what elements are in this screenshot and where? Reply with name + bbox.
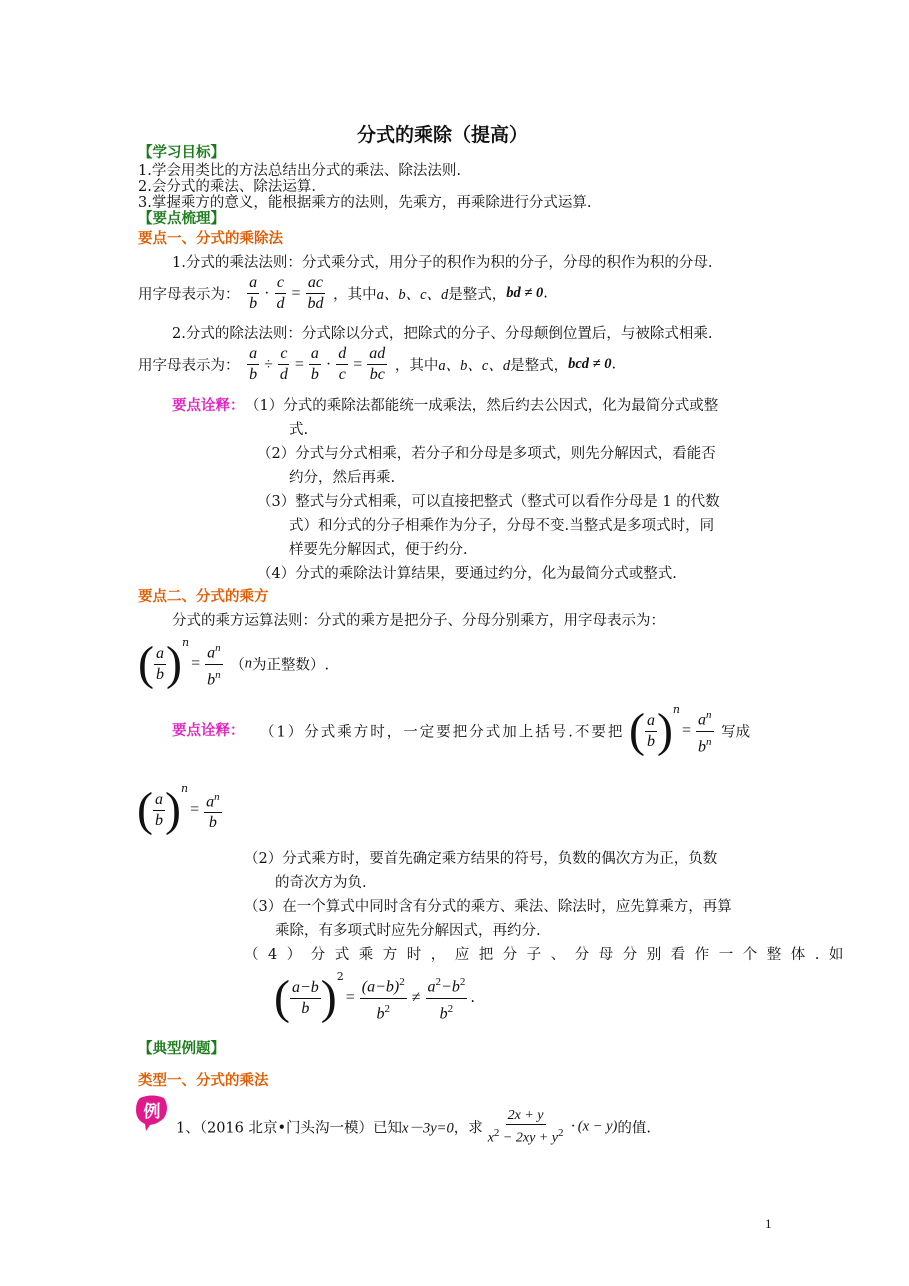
example-1-text: 1、（2016 北京•门头沟一模）已知: [176, 1120, 403, 1137]
formula-division: 用字母表示为： $\frac{a}{b}$ ÷ $\frac{c}{d}$ = $\frac{a}{b}$ · $\frac{d}{c}$ = $\frac{ad}{bc}$ ，其中a、b、c、d是整式，bcd ≠ 0.: [138, 345, 617, 383]
power-note-1: （1）分式乘方时，一定要把分式加上括号.不要把 ( $\frac{a}{b}$ )$^n$= $\frac{a^n}{b^n}$ 写成: [260, 703, 751, 757]
div-cond-a: ，其中: [394, 358, 439, 374]
note-text: 写成: [721, 724, 751, 741]
formula-example-power: ( $\frac{a-b}{b}$ )$^2$= $\frac{(a-b)^2}{b^2}$ ≠ $\frac{a^2-b^2}{b^2}$ .: [274, 970, 475, 1024]
note-line: 式.: [289, 422, 309, 438]
power-rule: 分式的乘方运算法则：分式的乘方是把分子、分母分别乘方，用字母表示为：: [172, 613, 665, 629]
note-line: （3）在一个算式中同时含有分式的乘方、乘法、除法时，应先算乘方，再算: [244, 899, 732, 915]
note-line: （1）分式的乘除法都能统一成乘法，然后约去公因式，化为最简分式或整: [245, 398, 719, 414]
note-line: 乘除，有多项式时应先分解因式，再约分.: [275, 923, 541, 939]
point2-notes-label: 要点诠释：: [172, 723, 245, 739]
note-line: （3）整式与分式相乘，可以直接把整式（整式可以看作分母是 1 的代数: [257, 494, 720, 510]
formula-multiplication: 用字母表示为： $\frac{a}{b}$ · $\frac{c}{d}$ = $\frac{ac}{bd}$ ，其中a、b、c、d是整式，bd ≠ 0.: [138, 274, 548, 312]
point1-heading: 要点一、分式的乘除法: [138, 231, 283, 247]
badge-text: 例: [143, 1102, 161, 1122]
note-line: （2）分式与分式相乘，若分子和分母是多项式，则先分解因式，看能否: [257, 446, 716, 462]
note-line: 式）和分式的分子相乘作为分子，分母不变.当整式是多项式时，同: [289, 518, 715, 534]
example-badge-icon: [134, 1094, 170, 1132]
rule-multiplication: 1.分式的乘法法则：分式乘分式，用分子的积作为积的分子，分母的积作为积的分母.: [172, 255, 713, 271]
power-cond: 为正整数）.: [251, 657, 330, 674]
div-cond-b: 是整式，: [510, 358, 569, 374]
formula-power: ( $\frac{a}{b}$ )$^n$= $\frac{a^n}{b^n}$ （n为正整数）.: [138, 636, 330, 690]
goal-item: 3.掌握乘方的意义，能根据乘方的法则，先乘方，再乘除进行分式运算.: [138, 195, 592, 211]
page-title: 分式的乘除（提高）: [357, 124, 529, 146]
example-1-text: 的值.: [617, 1120, 651, 1137]
note-line: （4）分式的乘除法计算结果，要通过约分，化为最简分式或整式.: [257, 566, 677, 582]
example-1: 1、（2016 北京•门头沟一模）已知x－3y=0，求 $\frac{2x + y}{x^2 - 2xy + y^2}$ · (x − y)的值.: [176, 1108, 651, 1146]
note-line: 约分，然后再乘.: [289, 470, 396, 486]
example-1-condition: x－3y=0: [402, 1120, 454, 1137]
note-line: 样要先分解因式，便于约分.: [289, 542, 468, 558]
note-line: （2）分式乘方时，要首先确定乘方结果的符号，负数的偶次方为正，负数: [244, 851, 718, 867]
mul-cond-vars: a、b、c、d: [376, 287, 449, 303]
section-points-heading: 【要点梳理】: [138, 211, 225, 227]
point2-heading: 要点二、分式的乘方: [138, 589, 269, 605]
mul-cond-expr: bd ≠ 0: [506, 285, 544, 301]
letters-label: 用字母表示为：: [138, 287, 240, 303]
section-examples-heading: 【典型例题】: [138, 1041, 225, 1057]
mul-cond-a: ，其中: [333, 287, 377, 303]
type1-heading: 类型一、分式的乘法: [138, 1073, 269, 1089]
formula-wrong-power: ( $\frac{a}{b}$ )$^n$= $\frac{a^n}{b}$: [137, 782, 220, 836]
note-line: （4）分式乘方时，应把分子、分母分别看作一个整体.如: [244, 947, 853, 963]
section-goals-heading: 【学习目标】: [138, 145, 225, 161]
page-number: 1: [765, 1216, 772, 1231]
div-cond-vars: a、b、c、d: [438, 358, 511, 374]
goal-item: 2.会分式的乘法、除法运算.: [138, 179, 316, 195]
div-cond-expr: bcd ≠ 0: [568, 356, 612, 372]
example-1-text: ，求: [453, 1120, 483, 1137]
note-text: （1）分式乘方时，一定要把分式加上括号.不要把: [260, 724, 625, 741]
rule-division: 2.分式的除法法则：分式除以分式，把除式的分子、分母颠倒位置后，与被除式相乘.: [172, 326, 713, 342]
goal-item: 1.学会用类比的方法总结出分式的乘法、除法法则.: [138, 163, 461, 179]
point1-notes-label: 要点诠释：: [172, 398, 245, 414]
letters-label: 用字母表示为：: [138, 358, 240, 374]
note-line: 的奇次方为负.: [275, 875, 367, 891]
mul-cond-b: 是整式，: [448, 287, 507, 303]
